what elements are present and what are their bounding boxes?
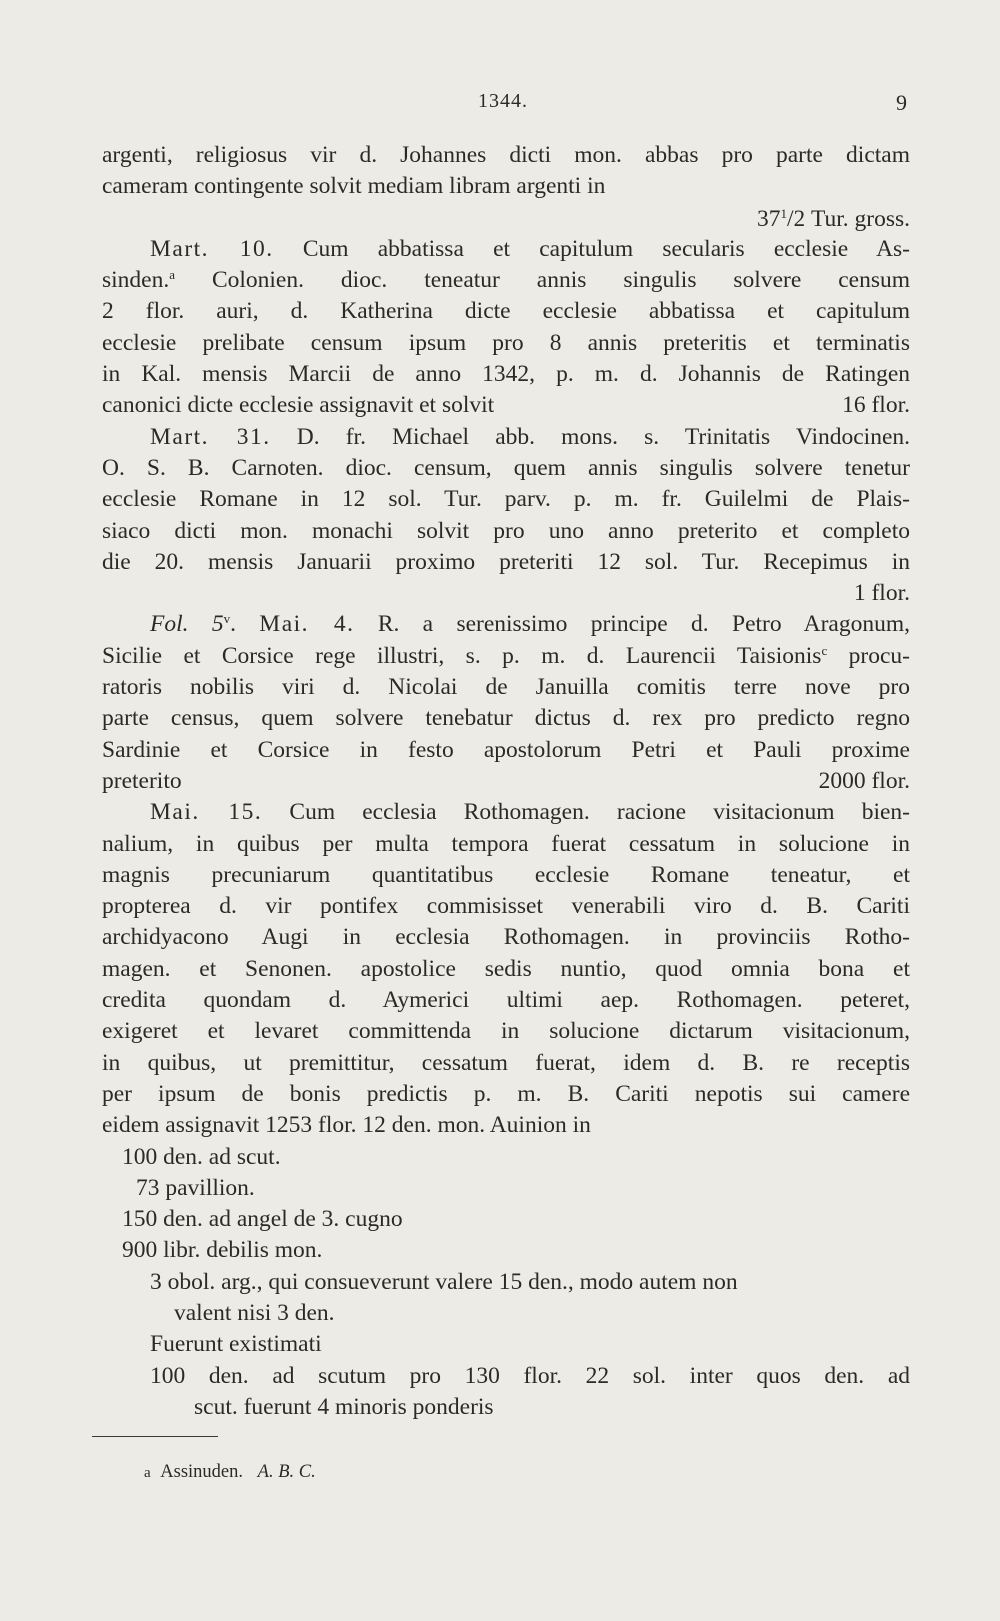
- text-line: parte census, quem solvere tenebatur dictus d. rex pro predicto regno: [102, 705, 910, 732]
- amount-unit: Tur. gross.: [810, 205, 910, 232]
- entry-text: R. a serenissimo principe d. Petro Aragonum,: [377, 611, 911, 638]
- list-item: 900 libr. debilis mon.: [122, 1237, 323, 1264]
- fraction-denominator: 2: [793, 205, 806, 231]
- running-head: 1344.: [478, 90, 528, 112]
- amount-value: 2000 flor.: [818, 767, 910, 794]
- entry-date: Mai. 15.: [150, 799, 263, 826]
- text-line: ecclesie prelibate censum ipsum pro 8 annis preteritis et terminatis: [102, 329, 910, 356]
- text-fragment: preterito: [102, 767, 182, 794]
- footnote-text: Assinuden.: [160, 1462, 244, 1482]
- text-line: [102, 265, 910, 296]
- entry-text: Cum abbatissa et capitulum secularis ecclesie As-: [302, 235, 911, 262]
- text-line: credita quondam d. Aymerici ultimi aep. Rothomagen. peteret,: [102, 987, 910, 1014]
- text-line: siaco dicti mon. monachi solvit pro uno anno preterito et completo: [102, 517, 910, 544]
- text-fragment: procu-: [848, 642, 911, 669]
- text-fragment: Colonien. dioc. teneatur annis singulis solvere censum: [211, 267, 910, 294]
- entry-text: Cum ecclesia Rothomagen. racione visitacionum bien-: [289, 799, 910, 826]
- folio-label: Fol. 5: [150, 611, 224, 638]
- amount-value: 16 flor.: [842, 392, 910, 419]
- body-text: [102, 140, 910, 1423]
- amount-value: 37: [757, 205, 781, 232]
- list-item-continuation: scut. fuerunt 4 minoris ponderis: [194, 1393, 494, 1420]
- text-line: exigeret et levaret committenda in solucione dictarum visitacionum,: [102, 1018, 910, 1045]
- text-line: ratoris nobilis viri d. Nicolai de Januilla comitis terre nove pro: [102, 674, 910, 701]
- text-line: 2 flor. auri, d. Katherina dicte ecclesie abbatissa et capitulum: [102, 298, 910, 325]
- text-line: Sardinie et Corsice in festo apostolorum Petri et Pauli proxime: [102, 736, 910, 763]
- entry-date: Mai. 4.: [259, 611, 355, 638]
- entry-start: [102, 797, 910, 828]
- entry-text: D. fr. Michael abb. mons. s. Trinitatis Vindocinen.: [296, 423, 911, 450]
- amount-line: [102, 766, 910, 797]
- text-fragment: canonici dicte ecclesie assignavit et solvit: [102, 392, 495, 419]
- text-fragment: sinden.: [102, 267, 170, 294]
- footnote-divider: [92, 1436, 218, 1437]
- folio-verso: v: [223, 611, 231, 627]
- list-item: 100 den. ad scut.: [122, 1143, 281, 1170]
- entry-date: Mart. 31.: [150, 423, 271, 450]
- text-line: per ipsum de bonis predictis p. m. B. Cariti nepotis sui camere: [102, 1080, 910, 1107]
- entry-date: Mart. 10.: [150, 235, 274, 262]
- text-line: nalium, in quibus per multa tempora fuerat cessatum in solucione in: [102, 830, 910, 857]
- text-line: propterea d. vir pontifex commisisset venerabili viro d. B. Cariti: [102, 893, 910, 920]
- footnote-sigla: A. B. C.: [257, 1462, 316, 1482]
- list-item: 100 den. ad scutum pro 130 flor. 22 sol. inter quos den. ad: [150, 1362, 910, 1389]
- list-item: 3 obol. arg., qui consueverunt valere 15 den., modo autem non: [150, 1268, 738, 1295]
- amount-line: [102, 390, 910, 421]
- text-line: magen. et Senonen. apostolice sedis nuntio, quod omnia bona et: [102, 955, 910, 982]
- text-line: ecclesie Romane in 12 sol. Tur. parv. p. m. fr. Guilelmi de Plais-: [102, 486, 910, 513]
- amount-line: 1 flor.: [853, 580, 910, 607]
- text-line: [102, 641, 910, 672]
- entry-start: [102, 422, 910, 453]
- footnote-marker: a: [144, 1465, 151, 1481]
- list-item-continuation: valent nisi 3 den.: [174, 1299, 335, 1326]
- fraction-numerator: 1: [780, 205, 788, 221]
- list-item: 73 pavillion.: [136, 1174, 255, 1201]
- text-line: die 20. mensis Januarii proximo preteriti 12 sol. Tur. Recepimus in: [102, 548, 910, 575]
- page-number: 9: [896, 90, 907, 115]
- text-line: archidyacono Augi in ecclesia Rothomagen. in provinciis Rotho-: [102, 924, 910, 951]
- entry-start: [102, 609, 910, 640]
- footnote-mark: c: [821, 642, 828, 658]
- list-item: 150 den. ad angel de 3. cugno: [122, 1206, 403, 1233]
- text-line: in Kal. mensis Marcii de anno 1342, p. m. d. Johannis de Ratingen: [102, 361, 910, 388]
- page-header: [0, 90, 1000, 120]
- text-line: argenti, religiosus vir d. Johannes dicti mon. abbas pro parte dictam: [102, 142, 910, 168]
- footnote-mark: a: [169, 267, 176, 283]
- text-line: cameram contingente solvit mediam libram argenti in: [102, 173, 606, 200]
- text-line: eidem assignavit 1253 flor. 12 den. mon. Auinion in: [102, 1112, 591, 1139]
- entry-start: [102, 234, 910, 265]
- text-line: magnis precuniarum quantitatibus ecclesie Romane teneatur, et: [102, 861, 910, 888]
- text-line: O. S. B. Carnoten. dioc. censum, quem annis singulis solvere tenetur: [102, 454, 910, 481]
- text-fragment: Sicilie et Corsice rege illustri, s. p. m. d. Laurencii Taisionis: [102, 642, 822, 669]
- folio-reference: Fol. 5$^v$.: [150, 611, 236, 638]
- text-line: in quibus, ut premittitur, cessatum fuerat, idem d. B. re receptis: [102, 1049, 910, 1076]
- amount-line: $37^1/2$ Tur. gross.: [757, 205, 910, 232]
- footnote: [144, 1462, 316, 1483]
- list-heading: Fuerunt existimati: [150, 1331, 322, 1358]
